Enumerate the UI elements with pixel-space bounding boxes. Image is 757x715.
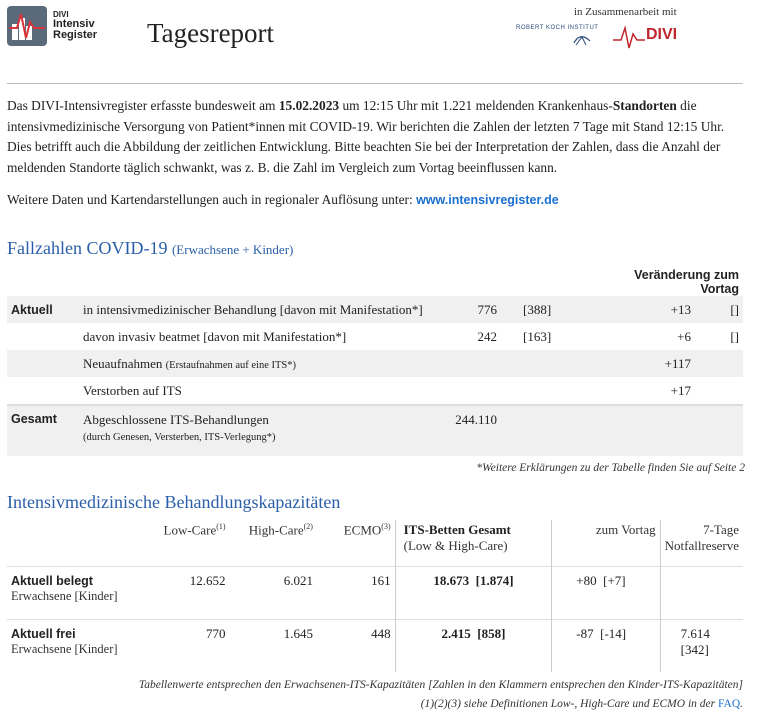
header (0, 0, 757, 82)
table-row: Aktuell belegt Erwachsene [Kinder] 12.652 6.021 161 18.673 [1.874] +80 [+7] (7, 567, 743, 620)
table-row: Neuaufnahmen (Erstaufnahmen auf eine ITS*) +117 (7, 350, 743, 377)
more-data-line: Weitere Daten und Kartendarstellungen auch in regionaler Auflösung unter: www.intensivregister.de (7, 192, 559, 207)
divi-partner-logo: DIVI (646, 26, 678, 43)
change-header: Veränderung zum Vortag (634, 268, 739, 296)
divi-logo-text (53, 10, 97, 41)
divi-logo-icon (7, 6, 47, 46)
capacity-footnote: Tabellenwerte entsprechen den Erwachsenen-ITS-Kapazitäten [Zahlen in den Klammern entsprechen den Kinder-ITS-Kapazitäten] (1)(2)(3) siehe Definitionen Low-, High-Care und ECMO in der FAQ. (138, 679, 743, 710)
divi-pulse-icon (613, 24, 645, 52)
intro-paragraph: Das DIVI-Intensivregister erfasste bundesweit am 15.02.2023 um 12:15 Uhr mit 1.221 meldenden Krankenhaus-Standorten die intensivmedizinische Versorgung von Patient*innen mit COVID-19. Wir berichten die Zahlen der letzten 7 Tage mit Stand 12:15 Uhr. Dies betrifft auch die Abbildung der zeitlichen Entwicklung. Bitte beachten Sie bei der Interpretation der Zahlen, dass die Anzahl der meldenden Standorte täglich schwankt, was z. B. die Zahl im Vergleich zum Vortag beeinflussen kann. (7, 98, 725, 175)
faq-link[interactable]: FAQ (717, 698, 741, 710)
capacity-section-title: Intensivmedizinische Behandlungskapazitäten (7, 492, 341, 512)
logo-line-divi: DIVI (53, 10, 69, 19)
table-row: davon invasiv beatmet [davon mit Manifestation*] 242 [163] +6 [] (83, 328, 739, 344)
page-title: Tagesreport (147, 18, 275, 48)
rki-mark-icon (572, 33, 592, 47)
cases-table (7, 268, 743, 456)
cases-footnote: *Weitere Erklärungen zu der Tabelle finden Sie auf Seite 2 (476, 462, 745, 474)
table-row: Aktuell frei Erwachsene [Kinder] 770 1.645 448 2.415 [858] -87 [-14] 7.614 [342] (7, 620, 743, 673)
report-date: 15.02.2023 (278, 98, 340, 113)
table-row: Aktuell in intensivmedizinischer Behandlung [davon mit Manifestation*] 776 [388] +13 [] (7, 296, 743, 323)
logo-line-intensiv: Intensiv (53, 18, 95, 30)
intensivregister-link[interactable]: www.intensivregister.de (416, 193, 559, 207)
table-row: Gesamt Abgeschlossene ITS-Behandlungen (durch Genesen, Versterben, ITS-Verlegung*) 244.110 (7, 405, 743, 456)
aktuell-label: Aktuell (7, 296, 79, 323)
cases-section-title: Fallzahlen COVID-19 (Erwachsene + Kinder) (7, 238, 294, 258)
logo-line-register: Register (53, 29, 98, 41)
gesamt-label: Gesamt (7, 405, 79, 456)
rki-logo: ROBERT KOCH INSTITUT (516, 25, 599, 31)
header-divider (7, 83, 743, 84)
collab-label: in Zusammenarbeit mit (574, 6, 677, 18)
table-row: Verstorben auf ITS +17 (83, 382, 691, 398)
capacity-table: Low-Care$^{(1)}$ High-Care$^{(2)}$ ECMO$^{(3)}$ ITS-Betten Gesamt (Low & High-Care) zum Vortag 7-Tage Notfallreserve Aktuell belegt Erwachsene [Kinder] 12.652 6.021 161 18.673 [1.874] +80 [+7] Aktuell frei Erwachsene [Kinder] 770 1.645 448 2.415 [858] -87 [-14] 7.614 [342] (7, 520, 743, 672)
